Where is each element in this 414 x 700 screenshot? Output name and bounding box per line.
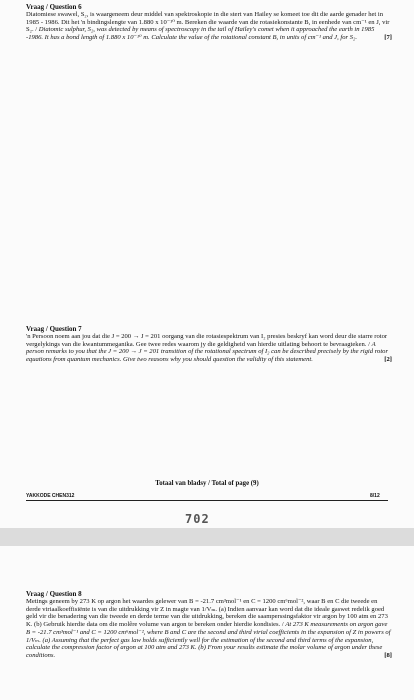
- question-7-english-text: A person remarks to you that the J = 200 → J = 201 transition of the rotational spectrum of I₂ can be described precisely by the rigid rotor equations from quantum mechanics. Give two reasons why you should question the validity of this statement.: [26, 340, 389, 364]
- question-7-title: Vraag / Question 7: [26, 325, 82, 333]
- question-7: [26, 325, 392, 364]
- question-8-english-text: At 273 K measurements on argon gave B = -21.7 cm³mol⁻¹ and C = 1200 cm⁶mol⁻², where B and C are the second and third virial coefficients in the expansion of Z in powers of 1/Vₘ. (a) Assuming that the perfect gas law holds sufficiently well for the estimation of the second and third terms of the expansion, calculate the compression factor of argon at 100 atm and 273 K. (b) From your results estimate the molar volume of argon under these conditions.: [26, 621, 391, 659]
- question-6-title: Vraag / Question 6: [26, 3, 82, 11]
- question-7-marks: [2]: [384, 356, 392, 364]
- exam-page-lower: [0, 546, 414, 700]
- page-gap: [0, 528, 414, 546]
- footer-divider: [26, 500, 388, 501]
- question-6: [26, 3, 392, 42]
- question-8-title: Vraag / Question 8: [26, 590, 82, 598]
- question-6-marks: [7]: [384, 34, 392, 42]
- page-number: 8/12: [370, 493, 380, 499]
- question-8-afrikaans-text: Metings geneem by 273 K op argon het waardes gelewer van B = -21.7 cm³mol⁻¹ en C = 1200 cm⁶mol⁻², waar B en C die tweede en derde viriaalkoeffisiënte is van die uitdrukking vir Z in magte van 1/Vₘ. (a) Indien aanvaar kan word dat die ideale gaswet redelik goed geld vir die benadering van die tweede en derde terme van die uitdrukking, bereken die saamperssingsfaktor vir argon by 100 atm en 273 K. (b) Gebruik hierdie data om die molêre volume van argon te bereken onder hierdie kondisies. /: [26, 598, 388, 629]
- question-6-afrikaans-text: Diatomiese swawel, S₂, is waargeneem deur middel van spektroskopie in die stert van Hailey se komeet toe dit die aarde genader het in 1985 - 1986. Dit het 'n bindingslengte van 1.880 x 10⁻¹⁰ m. Bereken die waarde van die rotasiekonstante B, in eenhede van cm⁻¹ en J, vir S₂. /: [26, 11, 390, 34]
- question-8: [26, 590, 392, 660]
- question-8-marks: [8]: [384, 651, 392, 659]
- page-stamp: 702: [185, 512, 210, 526]
- question-7-afrikaans-text: 'n Persoon noem aan jou dat die J = 200 → J = 201 oorgang van die rotasiespektrum van I₂ presies beskryf kan word deur die starre rotor vergelykings van die kwantummeganika. Gee twee redes waarom jy die geldigheid van hierdie uitlating behoort te bevraagteken. /: [26, 333, 388, 348]
- page-total: Totaal van bladsy / Total of page (9): [155, 480, 259, 487]
- module-code: YAKKODE CHEN312: [26, 493, 75, 499]
- question-6-english-text: Diatomic sulphur, S₂, was detected by means of spectroscopy in the tail of Hailey's comet when it approached the earth in 1985 -1986. It has a bond length of 1.880 x 10⁻¹⁰ m. Calculate the value of the rotational constant B, in units of cm⁻¹ and J, for S₂.: [26, 26, 375, 42]
